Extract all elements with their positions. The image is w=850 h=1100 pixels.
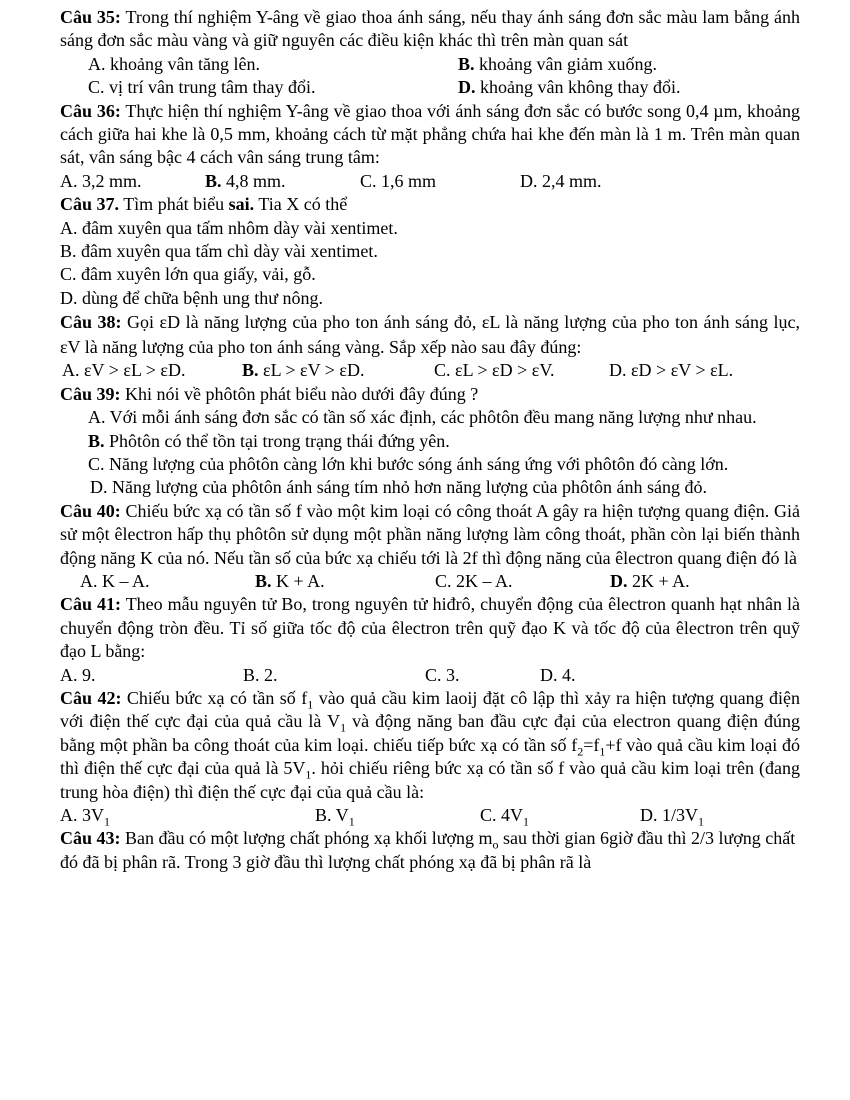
exam-page: [60, 6, 800, 874]
option-b: B. 2.: [243, 664, 278, 685]
option-d: D. 2,4 mm.: [520, 170, 602, 191]
option-d: D. $1/3V_1$: [640, 805, 704, 829]
option-c: C. εL > εD > εV.: [434, 360, 555, 381]
question-35-options: [60, 53, 800, 100]
question-number: Câu 41:: [60, 594, 122, 615]
option-d: D. Năng lượng của phôtôn ánh sáng tím nhỏ hơn năng lượng của phôtôn ánh sáng đỏ.: [90, 477, 707, 498]
option-c: C. vị trí vân trung tâm thay đổi.: [88, 77, 316, 98]
option-d: D. 4.: [540, 664, 576, 685]
option-d: D. dùng để chữa bệnh ung thư nông.: [60, 287, 323, 308]
question-36-options: [60, 170, 800, 193]
question-number: Câu 40:: [60, 500, 121, 521]
option-a: A. 9.: [60, 664, 96, 685]
question-38-options: [60, 359, 800, 382]
question-41-options: [60, 664, 800, 687]
question-number: Câu 39:: [60, 383, 121, 404]
question-number: Câu 36:: [60, 100, 121, 121]
option-c: C. 1,6 mm: [360, 170, 437, 191]
option-a: A. 3,2 mm.: [60, 170, 142, 191]
option-a: A. khoảng vân tăng lên.: [88, 53, 260, 74]
question-text: Trong thí nghiệm Y-âng về giao thoa ánh sáng, nếu thay ánh sáng đơn sắc màu lam bằng ánh sáng đơn sắc màu vàng và giữ nguyên các điều kiện khác thì trên màn quan sát: [60, 7, 800, 51]
question-40: [60, 500, 800, 570]
option-d: D. εD > εV > εL.: [609, 360, 734, 381]
option-b: B. khoảng vân giảm xuống.: [458, 53, 657, 74]
option-b: B. K + A.: [255, 570, 325, 591]
option-b: B. 4,8 mm.: [205, 170, 286, 191]
question-number: Câu 43:: [60, 828, 121, 849]
question-number: Câu 38:: [60, 312, 122, 333]
option-a: A. K – A.: [80, 570, 150, 591]
question-36: [60, 100, 800, 170]
question-39: [60, 383, 800, 406]
question-text: Chiếu bức xạ có tần số f vào một kim loại có công thoát A gây ra hiện tượng quang điện. Giả sử một êlectron hấp thụ phôtôn sử dụng một phần năng lượng làm công thoát, phần còn lại biến thành động năng K của nó. Nếu tần số của bức xạ chiếu tới là 2f thì động năng của êlectron quang điện đó là: [60, 500, 800, 568]
option-c: C. 2K – A.: [435, 570, 513, 591]
question-42: Câu 42: Chiếu bức xạ có tần số $f_1$ vào quả cầu kim laoij đặt cô lập thì xảy ra hiện tượng quang điện với điện thế cực đại của quả cầu là $V_1$ và động năng ban đầu cực đại của electron quang điện đúng bằng một phần ba công thoát của kim loại. chiếu tiếp bức xạ có tần số $f_2=f_1+f$ vào quả cầu kim loại đó thì điện thế cực đại của quả là $5V_1$. hỏi chiếu riêng bức xạ có tần số f vào quả cầu kim loại trên (đang trung hòa điện) thì điện thế cực đại của quả cầu là:: [60, 687, 800, 802]
question-37: Câu 37. Tìm phát biểu sai. Tia X có thể: [60, 194, 348, 215]
question-35: [60, 6, 800, 53]
option-b: B. $V_1$: [315, 805, 355, 829]
question-text: Thực hiện thí nghiệm Y-âng về giao thoa với ánh sáng đơn sắc có bước song 0,4 µm, khoảng cách giữa hai khe là 0,5 mm, khoảng cách từ mặt phẳng chứa hai khe đến màn là 1 m. Trên màn quan sát, vân sáng bậc 4 cách vân sáng trung tâm:: [60, 100, 800, 168]
option-a: A. εV > εL > εD.: [62, 360, 186, 381]
question-43: Câu 43: Ban đầu có một lượng chất phóng xạ khối lượng $m_o$ sau thời gian 6giờ đầu thì 2/3 lượng chất đó đã bị phân rã. Trong 3 giờ đầu thì lượng chất phóng xạ đã bị phân rã là: [60, 828, 796, 872]
option-c: C. 3.: [425, 664, 460, 685]
option-a: A. Với mỗi ánh sáng đơn sắc có tần số xác định, các phôtôn đều mang năng lượng như nhau.: [88, 407, 757, 428]
option-a: A. đâm xuyên qua tấm nhôm dày vài xentimet.: [60, 217, 398, 238]
option-c: C. Năng lượng của phôtôn càng lớn khi bước sóng ánh sáng ứng với phôtôn đó càng lớn.: [88, 453, 729, 474]
option-c: C. đâm xuyên lớn qua giấy, vải, gỗ.: [60, 264, 316, 285]
question-text: Khi nói về phôtôn phát biểu nào dưới đây đúng ?: [120, 383, 479, 404]
question-number: Câu 42:: [60, 687, 122, 708]
option-b: B. Phôtôn có thể tồn tại trong trạng thái đứng yên.: [88, 430, 450, 451]
option-c: C. $4V_1$: [480, 805, 530, 829]
option-a: A. $3V_1$: [60, 805, 110, 829]
question-40-options: [60, 570, 800, 593]
option-d: D. khoảng vân không thay đổi.: [458, 77, 681, 98]
question-number: Câu 35:: [60, 7, 121, 27]
option-b: B. εL > εV > εD.: [242, 360, 365, 381]
question-text: Gọi εD là năng lượng của pho ton ánh sáng đỏ, εL là năng lượng của pho ton ánh sáng lục, εV là năng lượng của pho ton ánh sáng vàng. Sắp xếp nào sau đây đúng:: [60, 312, 800, 357]
option-b: B. đâm xuyên qua tấm chì dày vài xentimet.: [60, 241, 378, 262]
question-text: Theo mẫu nguyên tử Bo, trong nguyên tử hiđrô, chuyển động của êlectron quanh hạt nhân là chuyển động tròn đều. Tỉ số giữa tốc độ của êlectron trên quỹ đạo K và tốc độ của êlectron trên quỹ đạo L bằng:: [60, 594, 800, 662]
question-41: [60, 593, 800, 663]
option-d: D. 2K + A.: [610, 570, 690, 591]
question-38: [60, 310, 800, 359]
question-number: Câu 37.: [60, 194, 120, 215]
question-42-options: [60, 804, 800, 827]
